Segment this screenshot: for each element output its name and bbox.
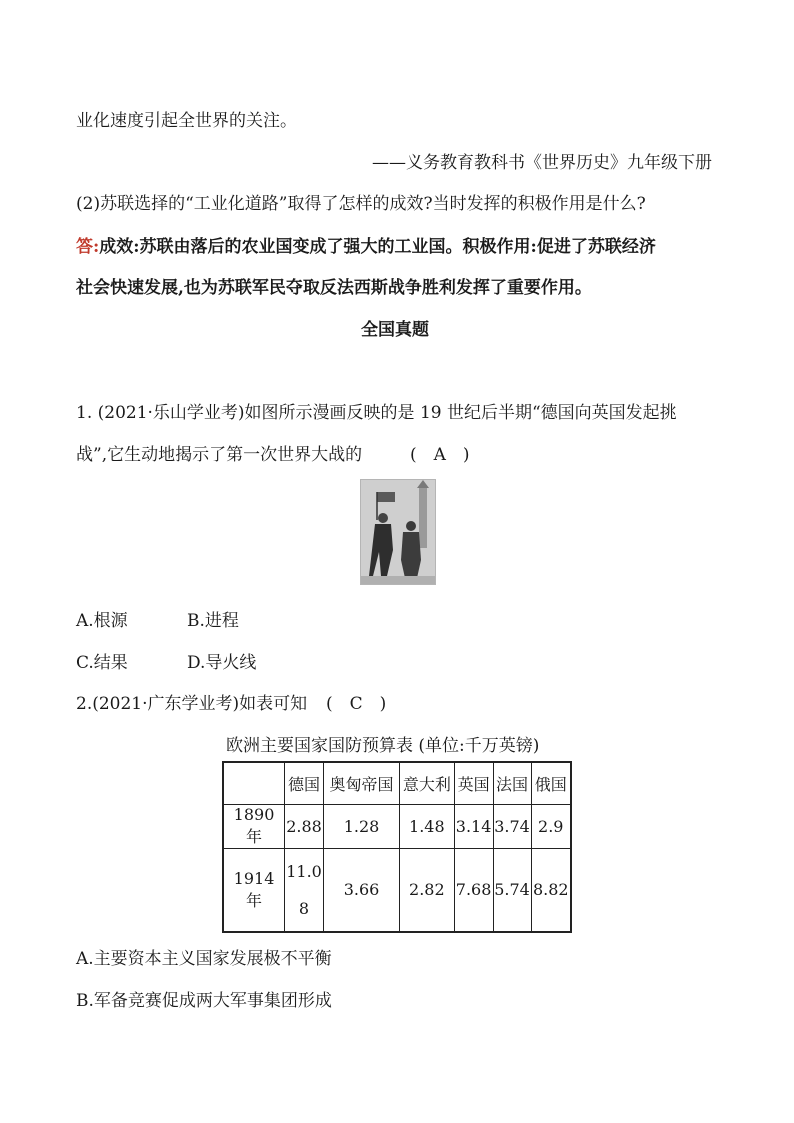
table-row <box>223 804 571 848</box>
q2-option-a: A.主要资本主义国家发展极不平衡 <box>76 949 332 969</box>
table-title: 欧洲主要国家国防预算表 (单位:千万英镑) <box>226 736 540 756</box>
q1-option-b: B.进程 <box>187 611 239 631</box>
q1-stem-line-2: 战”,它生动地揭示了第一次世界大战的 <box>76 445 363 465</box>
q1-option-c: C.结果 <box>76 653 128 673</box>
header-cell <box>223 762 285 804</box>
value-cell: 1.48 <box>400 804 455 848</box>
value-cell: 1.28 <box>323 804 399 848</box>
table-row <box>223 848 571 932</box>
header-cell: 意大利 <box>400 762 455 804</box>
q2-option-b: B.军备竞赛促成两大军事集团形成 <box>76 991 332 1011</box>
table-header-row <box>223 762 571 804</box>
answer-line-2: 社会快速发展,也为苏联军民夺取反法西斯战争胜利发挥了重要作用。 <box>76 278 592 298</box>
value-cell: 5.74 <box>493 848 531 932</box>
header-cell: 德国 <box>285 762 324 804</box>
value-cell: 3.74 <box>493 804 531 848</box>
value-part: 11.0 <box>286 861 322 881</box>
value-cell: 3.66 <box>323 848 399 932</box>
q2-answer: ( C ) <box>326 694 387 714</box>
header-cell: 法国 <box>493 762 531 804</box>
header-cell: 俄国 <box>531 762 571 804</box>
answer-line-1 <box>76 232 656 257</box>
section-title: 全国真题 <box>361 320 429 340</box>
year-cell: 1914 年 <box>223 848 285 932</box>
value-cell: 2.82 <box>400 848 455 932</box>
header-cell: 奥匈帝国 <box>323 762 399 804</box>
value-part: 8 <box>298 898 310 918</box>
q2-stem: 2.(2021·广东学业考)如表可知 <box>76 694 308 714</box>
passage-end-text: 业化速度引起全世界的关注。 <box>76 111 297 131</box>
value-cell-germany-1914 <box>285 848 324 932</box>
year-cell: 1890 年 <box>223 804 285 848</box>
q1-option-a: A.根源 <box>76 611 128 631</box>
source-citation: ——义务教育教科书《世界历史》九年级下册 <box>372 153 712 173</box>
question-2-text: (2)苏联选择的“工业化道路”取得了怎样的成效?当时发挥的积极作用是什么? <box>76 194 646 214</box>
value-cell: 2.9 <box>531 804 571 848</box>
q1-option-d: D.导火线 <box>187 653 257 673</box>
answer-label: 答: <box>76 237 100 257</box>
cartoon-drawing <box>361 480 435 584</box>
answer-text-1: 成效:苏联由落后的农业国变成了强大的工业国。积极作用:促进了苏联经济 <box>99 237 656 257</box>
value-cell: 2.88 <box>285 804 324 848</box>
budget-table <box>222 761 572 933</box>
cartoon-image <box>360 479 436 585</box>
header-cell: 英国 <box>454 762 493 804</box>
q1-answer: ( A ) <box>410 445 470 465</box>
value-cell: 3.14 <box>454 804 493 848</box>
value-cell: 8.82 <box>531 848 571 932</box>
q1-stem-line-1: 1. (2021·乐山学业考)如图所示漫画反映的是 19 世纪后半期“德国向英国发起挑 <box>76 403 677 423</box>
value-cell: 7.68 <box>454 848 493 932</box>
